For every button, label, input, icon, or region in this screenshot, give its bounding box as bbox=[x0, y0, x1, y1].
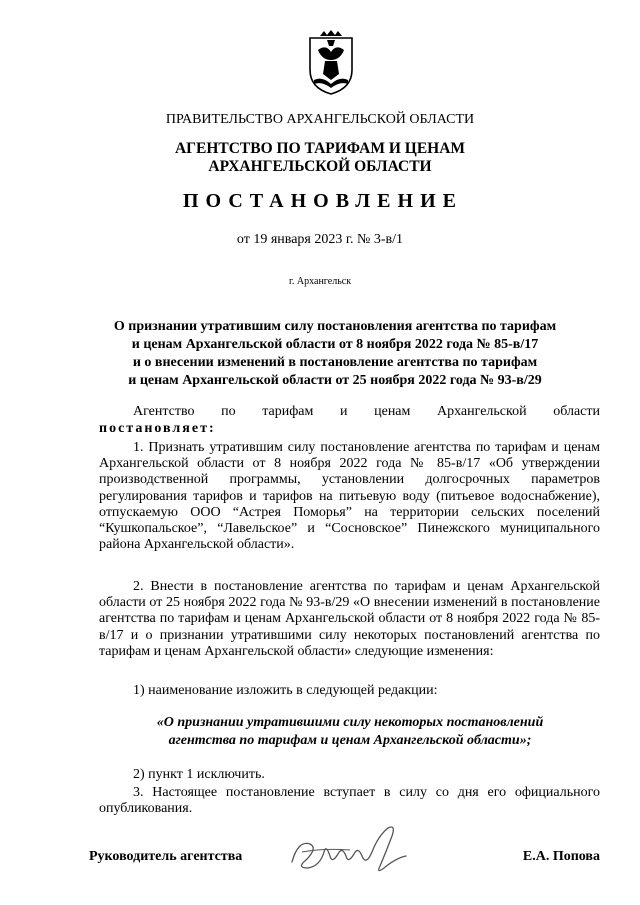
government-name: ПРАВИТЕЛЬСТВО АРХАНГЕЛЬСКОЙ ОБЛАСТИ bbox=[165, 112, 475, 127]
document-date-number: от 19 января 2023 г. № 3-в/1 bbox=[236, 232, 404, 247]
item-2: 2. Внести в постановление агентства по тарифам и ценам Архангельской области от 25 ноября 2022 года № 93-в/29 «О внесении изменений в постановление агентства по тарифам и ценам Архангельской области от 8 ноября 2022 года № 85-в/17 и о признании утратившими силу некоторых постановлений агентства по тарифам и ценам Архангельской области» следующие изменения: bbox=[99, 579, 600, 659]
agency-name bbox=[0, 140, 640, 176]
title-line1: О признании утратившим силу постановления агентства по тарифам bbox=[113, 319, 557, 334]
quote-line1: «О признании утратившими силу некоторых постановлений bbox=[156, 715, 544, 730]
subitem-1: 1) наименование изложить в следующей редакции: bbox=[133, 683, 438, 698]
signatory-name: Е.А. Попова bbox=[522, 849, 600, 864]
quote-line2: агентства по тарифам и ценам Архангельской области»; bbox=[168, 733, 532, 748]
subitem-2: 2) пункт 1 исключить. bbox=[133, 767, 265, 782]
coat-of-arms-emblem bbox=[296, 30, 366, 96]
title-line4: и ценам Архангельской области от 25 ноября 2022 года № 93-в/29 bbox=[128, 373, 542, 388]
document-type: ПОСТАНОВЛЕНИЕ bbox=[183, 190, 463, 212]
new-title-quote bbox=[100, 714, 600, 750]
preamble: Агентство по тарифам и ценам Архангельской области bbox=[133, 404, 600, 419]
agency-name-line2: АРХАНГЕЛЬСКОЙ ОБЛАСТИ bbox=[208, 158, 432, 175]
item-1: 1. Признать утратившим силу постановление агентства по тарифам и ценам Архангельской области от 8 ноября 2022 года № 85-в/17 «Об утверждении производственной программы, установлении долгосрочных параметров регулирования тарифов и тарифов на питьевую воду (питьевое водоснабжение), отпускаемую ООО “Астрея Поморья” на территории сельских поселений “Кушкопальское”, “Лавельское” и “Сосновское” Пинежского муниципального района Архангельской области». bbox=[99, 440, 600, 553]
agency-name-line1: АГЕНТСТВО ПО ТАРИФАМ И ЦЕНАМ bbox=[174, 140, 466, 157]
document-title bbox=[40, 318, 630, 390]
document-city: г. Архангельск bbox=[288, 276, 352, 287]
decides-word: постановляет: bbox=[99, 421, 216, 436]
title-line2: и ценам Архангельской области от 8 ноября 2022 года № 85-в/17 bbox=[131, 337, 539, 352]
item-3: 3. Настоящее постановление вступает в силу со дня его официального опубликования. bbox=[99, 785, 600, 817]
handwritten-signature bbox=[284, 822, 414, 878]
title-line3: и о внесении изменений в постановление агентства по тарифам bbox=[132, 355, 538, 370]
signatory-position: Руководитель агентства bbox=[89, 849, 243, 864]
